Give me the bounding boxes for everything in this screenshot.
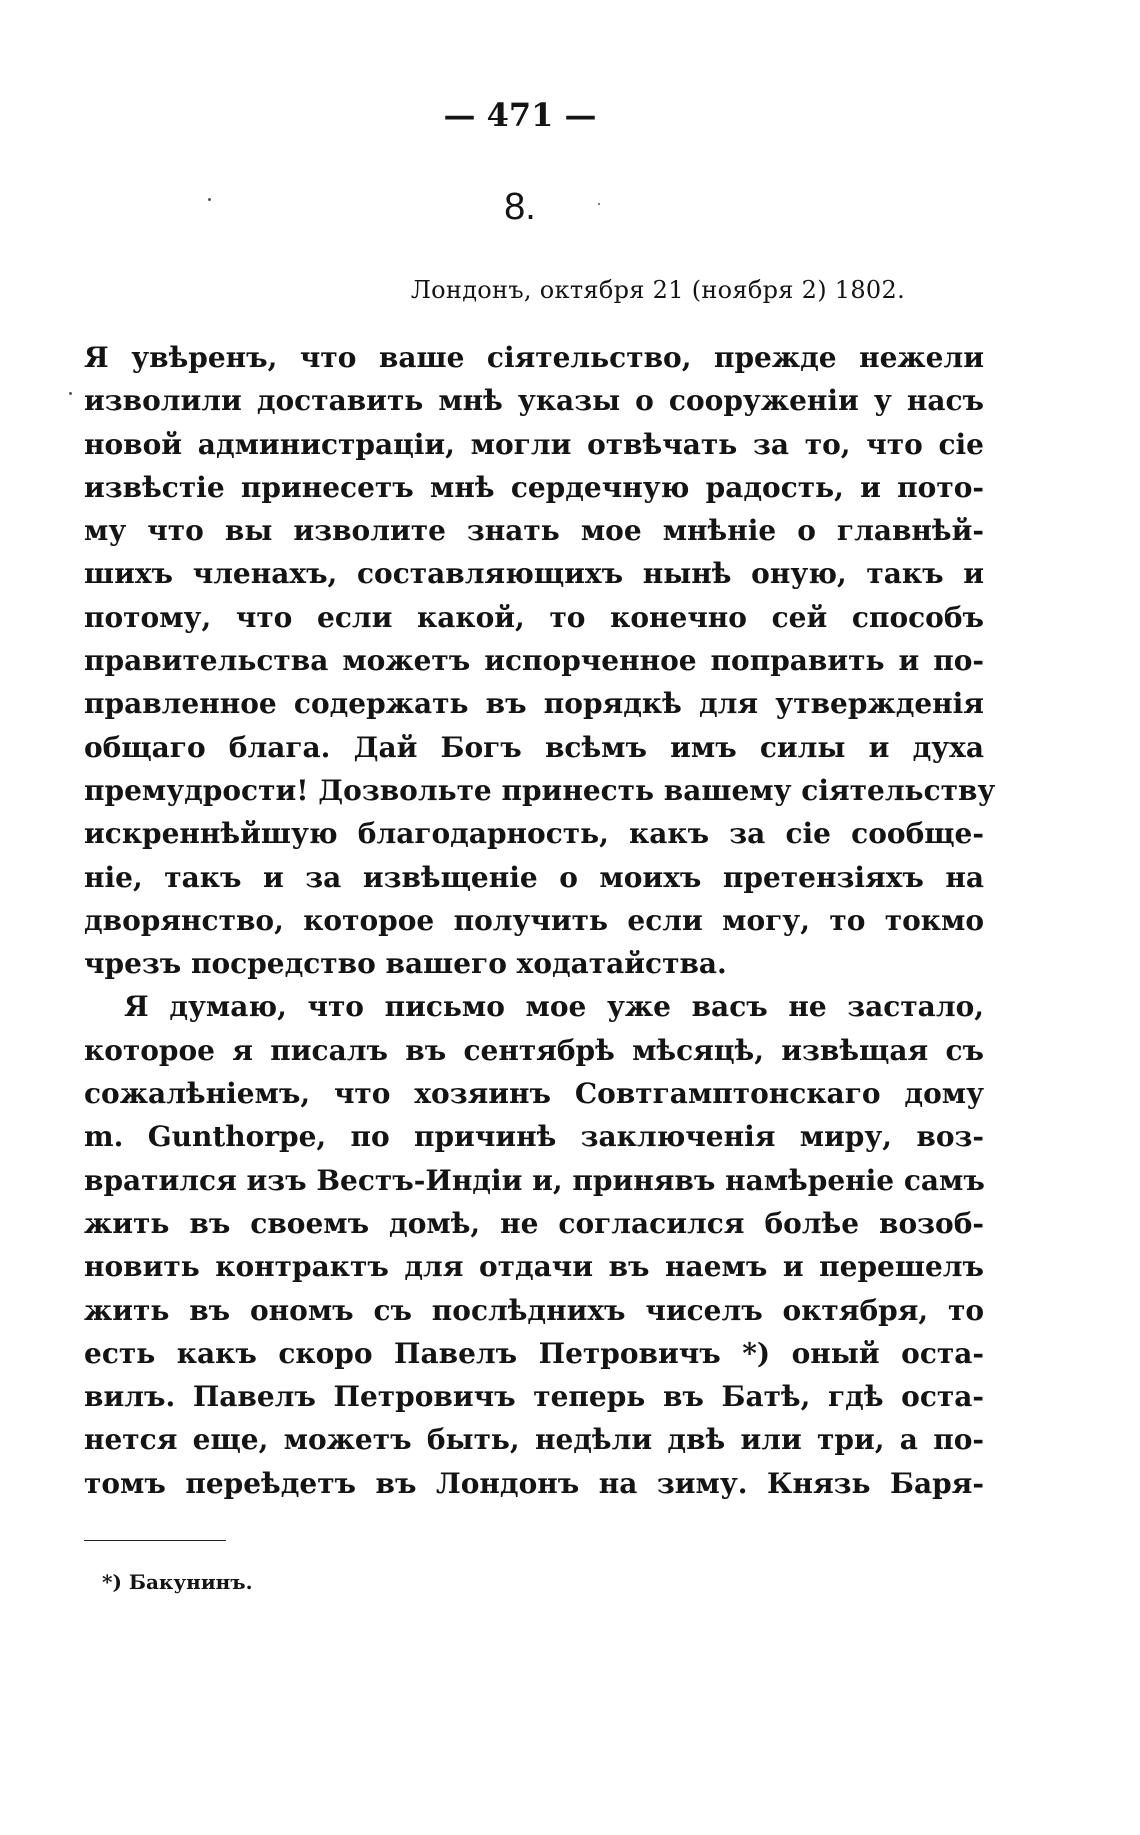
text-line: извѣстіе принесетъ мнѣ сердечную радость, и пото- [84, 470, 984, 504]
text-line: правленное содержать въ порядкѣ для утвержденія [84, 687, 984, 721]
paragraph-1 [84, 336, 996, 985]
text-line: правительства можетъ испорченное поправить и по- [84, 644, 984, 678]
text-line: новить контрактъ для отдачи въ наемъ и перешелъ [84, 1250, 984, 1284]
print-speck [69, 392, 72, 395]
text-line: шихъ членахъ, составляющихъ нынѣ оную, такъ и [84, 557, 984, 591]
dateline: Лондонъ, октября 21 (ноября 2) 1802. [410, 276, 905, 304]
text-line: сожалѣніемъ, что хозяинъ Совтгамптонскаго дому [84, 1077, 984, 1111]
text-line: новой администраціи, могли отвѣчать за то, что сіе [84, 427, 984, 461]
footnote: *) Бакунинъ. [102, 1570, 253, 1594]
letter-number: 8. [504, 186, 536, 228]
footnote-rule [84, 1540, 226, 1541]
text-line: томъ переѣдетъ въ Лондонъ на зиму. Князь Баря- [84, 1466, 984, 1500]
text-line: Я увѣренъ, что ваше сіятельство, прежде нежели [84, 341, 984, 374]
text-line: ніе, такъ и за извѣщеніе о моихъ претензіяхъ на [84, 860, 984, 894]
text-line: общаго блага. Дай Богъ всѣмъ имъ силы и духа [84, 730, 984, 764]
text-line: дворянство, которое получить если могу, то токмо [84, 903, 984, 937]
letter-body [84, 336, 996, 1505]
print-speck [208, 198, 211, 201]
paragraph-2 [84, 985, 984, 1505]
text-line: искреннѣйшую благодарность, какъ за сіе сообще- [84, 817, 984, 851]
page-number: — 471 — [443, 96, 597, 134]
text-line: нется еще, можетъ быть, недѣли двѣ или три, а по- [84, 1423, 984, 1457]
text-line: вилъ. Павелъ Петровичъ теперь въ Батѣ, гдѣ оста- [84, 1380, 984, 1414]
text-line: премудрости! Дозвольте принесть вашему сіятельству [84, 773, 996, 807]
text-line: m. Gunthorpe, по причинѣ заключенія миру, воз- [84, 1120, 984, 1154]
text-line: му что вы изволите знать мое мнѣніе о главнѣй- [84, 514, 984, 548]
text-line: изволили доставить мнѣ указы о сооруженіи у насъ [84, 384, 984, 418]
print-speck [598, 203, 600, 205]
text-line: которое я писалъ въ сентябрѣ мѣсяцѣ, извѣщая съ [84, 1033, 984, 1067]
text-line: вратился изъ Вестъ-Индіи и, принявъ намѣреніе самъ [84, 1163, 985, 1197]
text-line: жить въ своемъ домѣ, не согласился болѣе возоб- [84, 1206, 984, 1240]
text-line: потому, что если какой, то конечно сей способъ [84, 600, 984, 634]
text-line: жить въ ономъ съ послѣднихъ чиселъ октября, то [84, 1293, 984, 1327]
text-line: Я думаю, что письмо мое уже васъ не застало, [124, 990, 984, 1024]
text-line: чрезъ посредство вашего ходатайства. [84, 947, 727, 981]
text-line: есть какъ скоро Павелъ Петровичъ *) оный оста- [84, 1336, 984, 1370]
